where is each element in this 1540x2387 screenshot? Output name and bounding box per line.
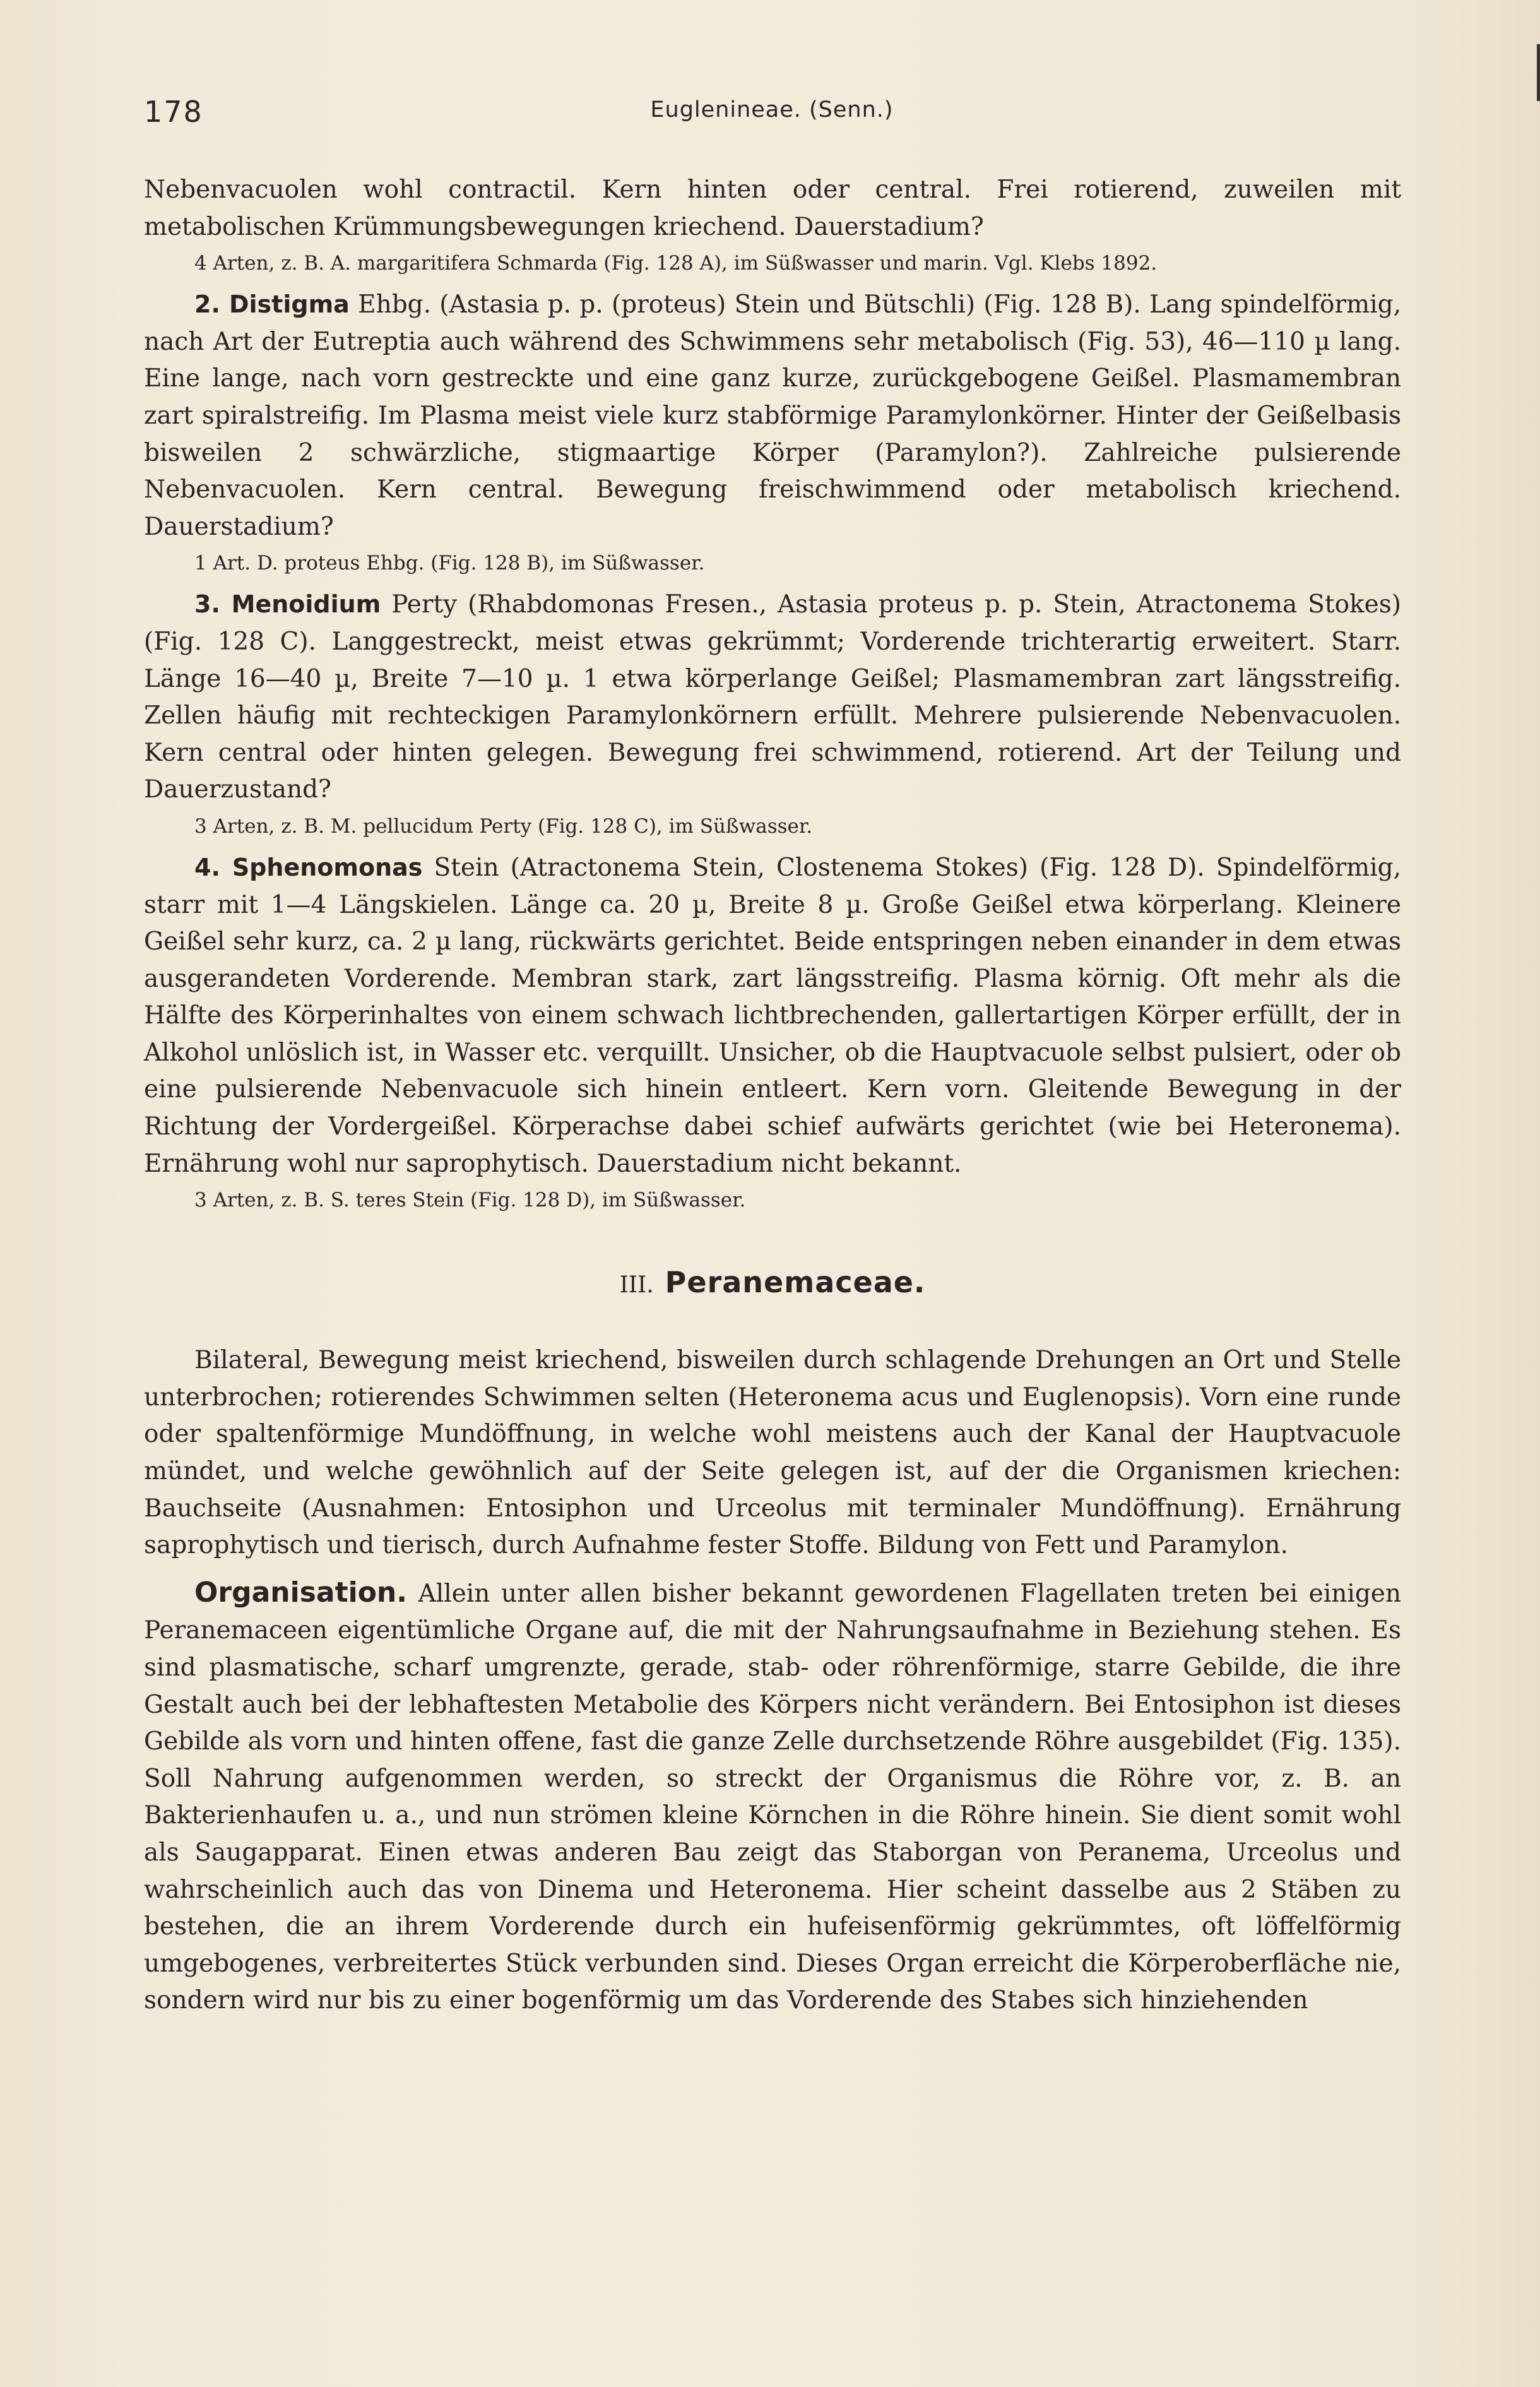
page-header <box>144 95 1400 139</box>
genus-entry-distigma <box>144 286 1401 545</box>
section-name: Peranemaceae. <box>665 1265 926 1300</box>
genus-entry-sphenomonas <box>144 849 1401 1182</box>
organisation-paragraph <box>144 1574 1401 2020</box>
section-intro-paragraph: Bilateral, Bewegung meist kriechend, bisweilen durch schlagende Drehungen an Ort und Stelle unterbrochen; rotierendes Schwimmen selten (Heteronema acus und Euglenopsis). Vorn eine runde oder spaltenförmige Mundöffnung, in welche wohl meistens auch der Kanal der Hauptvacuole mündet, und welche gewöhnlich auf der Seite gelegen ist, auf der die Organismen kriechen: Bauchseite (Ausnahmen: Entosiphon und Urceolus mit terminaler Mundöffnung). Ernährung saprophytisch und tierisch, durch Aufnahme fester Stoffe. Bildung von Fett und Paramylon. <box>144 1346 1401 1560</box>
page-body <box>144 172 1401 2020</box>
section-heading <box>144 1263 1401 1304</box>
genus-name: 2. Distigma <box>194 290 350 319</box>
genus-name: 3. Menoidium <box>194 590 381 619</box>
genus-description: Ehbg. (Astasia p. p. (proteus) Stein und Bütschli) (Fig. 128 B). Lang spindelförmig, nach Art der Eutreptia auch während des Schwimmens sehr metabolisch (Fig. 53), 46—110 µ lang. Eine lange, nach vorn gestreckte und eine ganz kurze, zurückgebogene Geißel. Plasmamembran zart spiralstreifig. Im Plasma meist viele kurz stabförmige Paramylonkörner. Hinter der Geißelbasis bisweilen 2 schwärzliche, stigmaartige Körper (Paramylon?). Zahlreiche pulsierende Nebenvacuolen. Kern central. Bewegung freischwimmend oder metabolisch kriechend. Dauerstadium? <box>144 290 1401 541</box>
section-number: III. <box>619 1272 654 1299</box>
paragraph-continuation: Nebenvacuolen wohl contractil. Kern hinten oder central. Frei rotierend, zuweilen mit metabolischen Krümmungsbewegungen kriechend. Dauerstadium? <box>144 176 1401 241</box>
species-note-4: 3 Arten, z. B. S. teres Stein (Fig. 128 D), im Süßwasser. <box>194 1189 746 1212</box>
species-note-1: 4 Arten, z. B. A. margaritifera Schmarda (Fig. 128 A), im Süßwasser und marin. Vgl. Klebs 1892. <box>194 252 1158 275</box>
organisation-text: Allein unter allen bisher bekannt gewordenen Flagellaten treten bei einigen Peranemaceen eigentümliche Organe auf, die mit der Nahrungsaufnahme in Beziehung stehen. Es sind plasmatische, scharf umgrenzte, gerade, stab- oder röhrenförmige, starre Gebilde, die ihre Gestalt auch bei der lebhaftesten Metabolie des Körpers nicht verändern. Bei Entosiphon ist dieses Gebilde als vorn und hinten offene, fast die ganze Zelle durchsetzende Röhre ausgebildet (Fig. 135). Soll Nahrung aufgenommen werden, so streckt der Organismus die Röhre vor, z. B. an Bakterienhaufen u. a., und nun strömen kleine Körnchen in die Röhre hinein. Sie dient somit wohl als Saugapparat. Einen etwas anderen Bau zeigt das Staborgan von Peranema, Urceolus und wahrscheinlich auch das von Dinema und Heteronema. Hier scheint dasselbe aus 2 Stäben zu bestehen, die an ihrem Vorderende durch ein hufeisenförmig gekrümmtes, oft löffelförmig umgebogenes, verbreitertes Stück verbunden sind. Dieses Organ erreicht die Körperoberfläche nie, sondern wird nur bis zu einer bogenförmig um das Vorderende des Stabes sich hinziehenden <box>144 1579 1401 2015</box>
species-note-2: 1 Art. D. proteus Ehbg. (Fig. 128 B), im Süßwasser. <box>194 552 705 575</box>
running-title: Euglenineae. (Senn.) <box>650 97 894 122</box>
run-in-heading: Organisation. <box>194 1576 407 1609</box>
page-number: 178 <box>144 95 203 129</box>
genus-description: Perty (Rhabdomonas Fresen., Astasia proteus p. p. Stein, Atractonema Stokes) (Fig. 128 C). Langgestreckt, meist etwas gekrümmt; Vorderende trichterartig erweitert. Starr. Länge 16—40 µ, Breite 7—10 µ. 1 etwa körperlange Geißel; Plasmamembran zart längsstreifig. Zellen häufig mit rechteckigen Paramylonkörnern erfüllt. Mehrere pulsierende Nebenvacuolen. Kern central oder hinten gelegen. Bewegung frei schwimmend, rotierend. Art der Teilung und Dauerzustand? <box>144 590 1401 804</box>
species-note-3: 3 Arten, z. B. M. pellucidum Perty (Fig. 128 C), im Süßwasser. <box>194 814 813 838</box>
genus-entry-menoidium <box>144 586 1401 809</box>
genus-description: Stein (Atractonema Stein, Clostenema Stokes) (Fig. 128 D). Spindelförmig, starr mit 1—4 Längskielen. Länge ca. 20 µ, Breite 8 µ. Große Geißel etwa körperlang. Kleinere Geißel sehr kurz, ca. 2 µ lang, rückwärts gerichtet. Beide entspringen neben einander in dem etwas ausgerandeten Vorderende. Membran stark, zart längsstreifig. Plasma körnig. Oft mehr als die Hälfte des Körperinhaltes von einem schwach lichtbrechenden, gallertartigen Körper erfüllt, der in Alkohol unlöslich ist, in Wasser etc. verquillt. Unsicher, ob die Hauptvacuole selbst pulsiert, oder ob eine pulsierende Nebenvacuole sich hinein entleert. Kern vorn. Gleitende Bewegung in der Richtung der Vordergeißel. Körperachse dabei schief aufwärts gerichtet (wie bei Heteronema). Ernährung wohl nur saprophytisch. Dauerstadium nicht bekannt. <box>144 853 1401 1178</box>
page-edge-mark <box>1537 44 1540 101</box>
genus-name: 4. Sphenomonas <box>194 853 423 881</box>
